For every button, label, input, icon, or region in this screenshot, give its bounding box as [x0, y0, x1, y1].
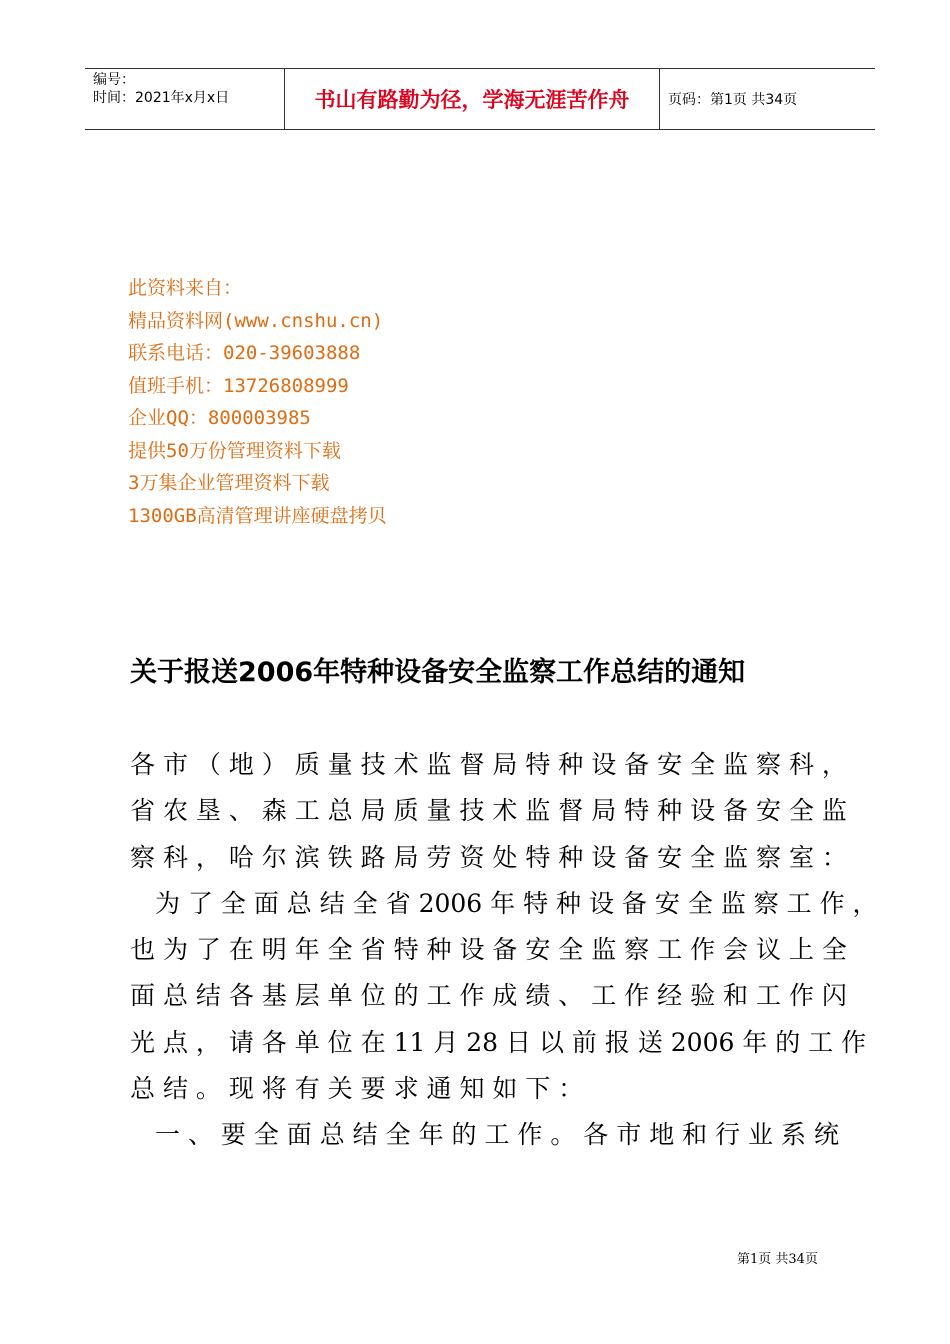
promo-line: 值班手机：13726808999 — [128, 374, 349, 397]
body-line: 一 、 要 全 面 总 结 全 年 的 工 作 。 各 市 地 和 行 业 系 统 — [130, 1120, 839, 1150]
body-line: 为 了 全 面 总 结 全 省 2006 年 特 种 设 备 安 全 监 察 工 作 ， — [130, 888, 878, 918]
header-motto: 书山有路勤为径，学海无涯苦作舟 — [285, 69, 660, 129]
document-title: 关于报送2006年特种设备安全监察工作总结的通知 — [130, 657, 746, 688]
body-line: 察 科 ， 哈 尔 滨 铁 路 局 劳 资 处 特 种 设 备 安 全 监 察 室 ： — [130, 842, 847, 872]
body-line: 也 为 了 在 明 年 全 省 特 种 设 备 安 全 监 察 工 作 会 议 上 全 — [130, 935, 847, 965]
document-body — [130, 742, 878, 1159]
body-line: 省 农 垦 、 森 工 总 局 质 量 技 术 监 督 局 特 种 设 备 安 全 监 — [130, 796, 847, 826]
promo-line: 企业QQ：800003985 — [128, 407, 311, 429]
promo-line: 提供50万份管理资料下载 — [128, 439, 341, 462]
promo-line: 此资料来自： — [128, 277, 243, 299]
body-line: 光 点 ， 请 各 单 位 在 11 月 28 日 以 前 报 送 2006 年 的 工 作 — [130, 1027, 867, 1057]
promo-line: 3万集企业管理资料下载 — [128, 472, 330, 494]
promo-line: 联系电话：020-39603888 — [128, 342, 361, 364]
promo-line: 精品资料网(www.cnshu.cn) — [128, 309, 384, 332]
number-label: 编号： — [93, 72, 135, 88]
time-label: 时间：2021年x月x日 — [93, 90, 230, 106]
body-line: 各 市 （ 地 ） 质 量 技 术 监 督 局 特 种 设 备 安 全 监 察 科 ， — [130, 750, 847, 779]
promo-line: 1300GB高清管理讲座硬盘拷贝 — [128, 504, 387, 527]
promo-block — [128, 272, 387, 532]
header-meta — [85, 69, 285, 129]
body-line: 面 总 结 各 基 层 单 位 的 工 作 成 绩 、 工 作 经 验 和 工 作 闪 — [130, 981, 847, 1011]
body-line: 总 结 。 现 将 有 关 要 求 通 知 如 下 ： — [130, 1074, 584, 1104]
page-footer: 第1页 共34页 — [737, 1252, 818, 1267]
page-header — [85, 68, 875, 130]
header-page-number: 页码：第1页 共34页 — [668, 92, 798, 108]
